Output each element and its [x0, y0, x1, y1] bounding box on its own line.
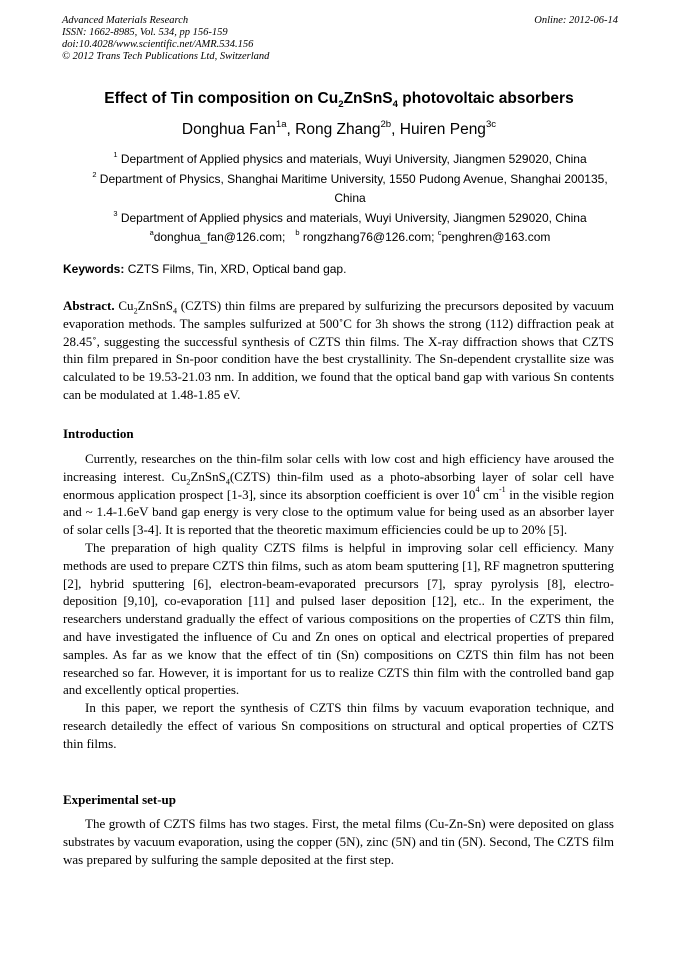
online-date: Online: 2012-06-14 — [534, 15, 618, 26]
journal-name: Advanced Materials Research — [62, 15, 189, 26]
abstract: Abstract. $Cu_2ZnSnS_4$ (CZTS) thin films are prepared by sulfurizing the precursors deposited by vacuum evaporation methods. The samples sulfurized at 500˚C for 3h shows the strong (112) diffraction peak at 28.45˚, suggesting the successful synthesis of CZTS thin films. The X-ray diffraction shows that CZTS thin film prepared in Sn-poor condition have the best crystallinity. The Sn-dependent crystallite size was calculated to be 19.53-21.03 nm. In addition, we found that the optical band gap with various Sn contents can be modulated at 1.48-1.85 eV. — [63, 298, 614, 402]
email-address: donghua_fan@126.com; — [153, 230, 286, 244]
email-address: penghren@163.com — [441, 230, 551, 244]
paragraph: In this paper, we report the synthesis of CZTS thin films by vacuum evaporation technique, and research detailedly the effect of various Sn compositions on structural and optical properties of CZTS thin films. — [63, 700, 614, 751]
doi-line: doi:10.4028/www.scientific.net/AMR.534.156 — [62, 39, 254, 50]
email-address: rongzhang76@126.com; — [302, 230, 435, 244]
author-name: Donghua Fan — [181, 121, 276, 138]
author-name: Rong Zhang — [295, 121, 381, 138]
author-list: Donghua Fan$^{1a}$, Rong Zhang$^{2b}$, Huiren Peng$^{3c}$ — [181, 118, 497, 138]
paragraph: The growth of CZTS films has two stages. First, the metal films (Cu-Zn-Sn) were deposited on glass substrates by vacuum evaporation, using the copper (5N), zinc (5N) and tin (5N). Second, The CZTS film was prepared by sulfuring the sample deposited at the first step. — [63, 816, 614, 867]
copyright-line: © 2012 Trans Tech Publications Ltd, Switzerland — [62, 51, 270, 62]
introduction-body — [63, 450, 614, 753]
abstract-label: Abstract. — [63, 298, 115, 313]
keywords: Keywords: CZTS Films, Tin, XRD, Optical band gap. — [63, 262, 347, 276]
paragraph: Currently, researches on the thin-film solar cells with low cost and high efficiency have aroused the increasing interest. $Cu_2ZnSnS_4(CZTS)$ thin-film used as a photo-absorbing layer of solar cell have enormous application prospect [1-3], since its absorption coefficient is over $10^4$ $cm^{-1}$ in the visible region and ~ 1.4-1.6eV band gap energy is very close to the optimum value for being used as an absorber layer of solar cells [3-4]. It is reported that the theoretic maximum efficiencies could be up to 20% [5]. — [63, 451, 615, 538]
section-heading-experimental: Experimental set-up — [63, 792, 177, 807]
affiliation: $^2$ Department of Physics, Shanghai Maritime University, 1550 Pudong Avenue, Shanghai 200135, China — [92, 169, 608, 205]
affiliation: $^3$ Department of Applied physics and materials, Wuyi University, Jiangmen 529020, China — [113, 208, 587, 225]
email-line: $^a$donghua_fan@126.com; $^b$ rongzhang76@126.com; $^c$penghren@163.com — [149, 228, 551, 244]
paragraph: The preparation of high quality CZTS films is helpful in improving solar cell efficiency. Many methods are used to prepare CZTS thin films, such as atom beam sputtering [1], RF magnetron sputtering [2], hybrid sputtering [6], electron-beam-evaporated precursors [7], spray pyrolysis [8], electro-deposition [9,10], co-evaporation [11] and pulsed laser deposition [12], etc.. In the experiment, the researchers understand gradually the effect of various compositions on the properties of CZTS thin film, and have investigated the influence of Cu and Zn ones on optical and electrical properties of prepared samples. As far as we know that the effect of tin (Sn) compositions on CZTS thin film has not been researched so far. However, it is important for us to realize CZTS thin film with the controlled band gap and excellently optical properties. — [63, 539, 614, 698]
affiliations — [90, 150, 610, 248]
paper-title: Effect of Tin composition on $Cu_2ZnSnS_4$ photovoltaic absorbers — [104, 90, 574, 111]
affiliation: $^1$ Department of Applied physics and materials, Wuyi University, Jiangmen 529020, China — [113, 150, 587, 166]
author-name: Huiren Peng — [399, 121, 486, 138]
experimental-body — [63, 815, 614, 868]
section-heading-introduction: Introduction — [63, 426, 134, 441]
publication-meta — [62, 15, 618, 63]
issn-line: ISSN: 1662-8985, Vol. 534, pp 156-159 — [62, 27, 228, 38]
